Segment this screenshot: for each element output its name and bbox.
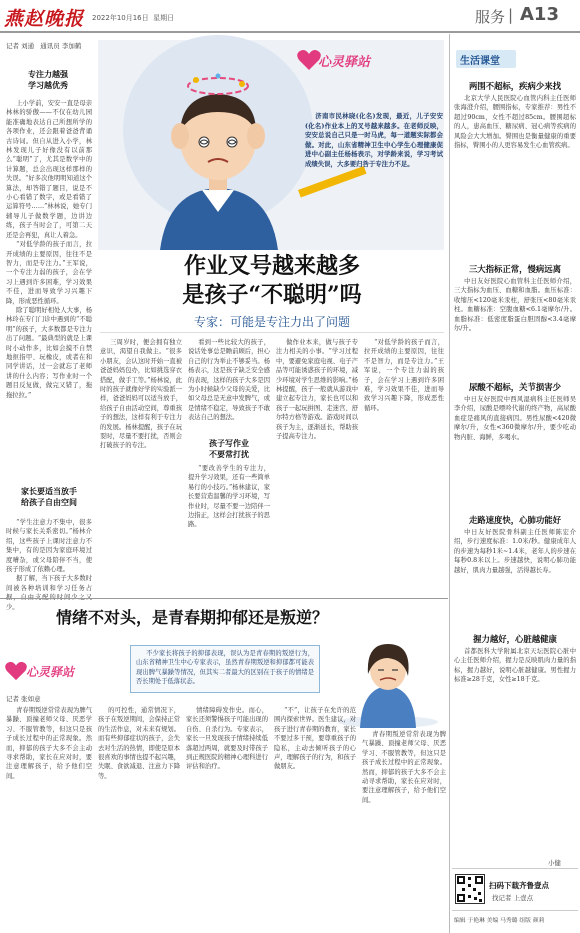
feature-column-4: 做作业本来，做与孩子专注力相关的小事。“学习过程中，要避免家庭电视、电子产品等可能诱惑孩子的环境，减少环境对学生思维的影响。”杨林提醒，孩子一般就从游戏中建立起专注力，家长也可以和孩子一起玩拼图、走迷宫、舒尔特方格等游戏。游戏时间以孩子为主，逐渐延长，帮助孩子提高专注力。 xyxy=(276,339,358,441)
qr-code-icon[interactable] xyxy=(455,874,485,904)
article1-left-column-2: “学生注意力不集中，很多时候与家长关系密切。”杨林介绍，这些孩子上课时注意力不集中，有的是因为家庭环境过度嘈杂，或父母陪伴不当，使孩子形成了依赖心理。 据了解，当下孩子大多数时间被各种培训和学习任务占 少。 xyxy=(6,519,92,611)
issue-date: 2022年10月16日 星期日 xyxy=(92,14,175,22)
column-logo: 心灵驿站 xyxy=(26,665,75,679)
article2-column-1: 青春期叛逆常常表现为脾气暴躁、顶撞老师父母、厌恶学习、不服管教等，但这只是孩子成长过程中的正常现象。然而，抑郁的孩子大多不会主动寻求帮助，家长在应对时，要注意理解孩子，给予他们空间。 xyxy=(6,707,92,780)
heart-icon xyxy=(4,660,28,682)
feature-column-3: 看到一些比较大的孩子，说话处事总是瞻前顾后，担心自己的行为举止不够妥当。杨杨表示，这是孩子缺乏安全感的表现，这样的孩子大多是因为小时候缺少父母的关爱，比如父母总是无意中发脾气，或是情绪不稳定，导致孩子不敢表达自己的想法。 xyxy=(188,339,270,422)
sidebar-item1-text: 北京大学人民医院心血管内科主任医师张海澄介绍，腰围指标，专家推荐：男性不超过90cm，女性不超过85cm。腰围超标的人，患高血压、糖尿病、冠心病等疾病的风险会大大增加。臀围也是衡量健康的重要指标，臀围小的人更容易发生心血管疾病。 xyxy=(454,95,576,150)
sidebar-item5-text: 首都医科大学附属北京天坛医院心脏中心主任医师介绍，握力是反映肌肉力量的指标，握力越好，说明心脏越健康。男性握力标准≥28千克，女性≥18千克。 xyxy=(454,648,576,684)
article2-column-2: 的可控性，通常情况下，孩子在叛逆期间，会保持正常的生活作息，对未来有规划。而有些抑郁症状的孩子，会失去对生活的热情，即使是原本很喜欢的事情也提不起兴趣，失眠、食欲减退、注意力下降等。 xyxy=(98,707,180,780)
subheading-homework: 孩子写作业 不要常打扰 xyxy=(209,439,249,459)
qr-sublabel: 找记者 上壹点 xyxy=(492,894,534,902)
qr-label: 扫码下载齐鲁壹点 xyxy=(489,881,549,890)
article2-credits: 记者 张如意 xyxy=(6,695,41,703)
sidebar-item3-text: 中日友好医院中西风湿病科主任医师吴李介绍，尿酸是嘌呤代谢的终产物，高尿酸血症是痛风的直接病因。男性尿酸<420微摩尔/升，女性<360微摩尔/升，要少吃动物内脏、海鲜，多喝水。 xyxy=(454,396,576,441)
newspaper-logo: 燕赵晚报 xyxy=(4,8,85,30)
sidebar-item3-title: 尿酸不超标，关节损害少 xyxy=(468,382,562,392)
subheading-parents: 家长要适当放手 给孩子自由空间 xyxy=(21,487,77,507)
subheading-focus: 专注力越强 学习越优秀 xyxy=(28,70,68,90)
sidebar-column-logo: 生活课堂 xyxy=(460,56,500,67)
article1-left-column: 上小学前，安安一直是母亲林林的骄傲——不仅在幼儿园能准确地表达自己所想所学的各项作业，还会跟着爸爸背诵古诗词。但自从进入小学，林林发现儿子好像没有以前那么“聪明”了，尤其是数学中的计算题，总会出现这样那样的失误。“好多次他明明知道这个算法，却答错了题目，说是不小心看错了数字，或是看错了运算符号……”林林说，她专门辅导儿子做数学题，边讲边练，孩子当时会了，可第二天还是会再犯，真让人着急。 “对低学龄的孩子而言，拉开成绩的主要原因，往往不是智力，而是专注力。”王军说，一个专注力弱的孩子，会在学习上遇到许多困难，学习效果不佳，进而导致学习兴趣下降，形成恶性循环。 除了聪明好相处人大事，杨林玲在专门门诊中遇到的“不聪明”的孩子，大多数都是专注力出了问题。“最典型的就是上课时小动作多，比如会摸不自禁地抠指甲、玩橡皮，或者在和同学讲话，过一会就忘了老师讲的什么内容；写作业时一个题目反复做，做完又错了，拖拖拉拉。” xyxy=(6,100,92,399)
feature-column-5: “对低学龄的孩子而言，拉开成绩的主要原因，往往不是智力，而是专注力。”王军说，一个专注力弱的孩子，会在学习上遇到许多困难，学习效果不佳，进而导致学习兴趣下降，形成恶性循环。 xyxy=(364,339,444,412)
sidebar-item4-text: 中日友好医院骨科副主任医师陈宏介绍，步行速度标准：1.0米/秒。健康成年人的步速为每秒1米~1.4米，老年人的步速在每秒0.8米以上。步速越快，说明心肺功能越好，肌肉力量越强，活得越长寿。 xyxy=(454,529,576,574)
column-logo-badge-2 xyxy=(4,660,94,686)
feature-column-2: 三周岁时，便会拥有独立意识，渴望自我做主。“很多小朋友，会认这时开始一直被爸爸妈妈包办，比如挑选穿衣搭配，做手工等。”杨林说，此时的孩子就像好学的实验派一样，爸爸妈妈可以适当放手，给孩子自由活动空间，尊重孩子的想法，这样有利于专注力的发展。杨林提醒，孩子在玩耍时，尽量不要打扰，否则会打破孩子的专注。 xyxy=(100,339,182,450)
article2-intro: 不少家长将孩子的抑郁表现，误认为是青春期的叛逆行为，山东省精神卫生中心专家表示，虽然青春期叛逆和抑郁都可能表现出脾气暴躁等情况，但其实二者最大的区别在于孩子的情绪是否长期处于低落状态。 xyxy=(130,645,320,693)
feature-intro: 济南市民林晓(化名)发现，最近，儿子安安(化名)作业本上的叉号越来越多。在老师反映，安安总说自己只是一时马虎，每一道题实际都会做。对此，山东省精神卫生中心学生心理健康促进中心副主任杨杨表示，对学龄来说，学习考试成绩失误，大多要归咎于专注力不足。 xyxy=(305,112,443,168)
section-name: 服务 xyxy=(475,8,506,26)
credits: 记者 刘通 通讯员 李加鹤 xyxy=(6,42,82,50)
article2-headline: 情绪不对头，是青春期抑郁还是叛逆？ xyxy=(56,608,329,627)
article2-column-3: 情绪障碍发作史。而心，家长还须警惕孩子可能出现的自伤、自杀行为。专家表示，家长一旦发现孩子情绪持续低落超过两周，就要及时带孩子到正规医院的精神心理科进行评估和治疗。 xyxy=(186,707,268,771)
feature-headline: 作业叉号越来越多 是孩子“不聪明”吗 xyxy=(182,253,362,308)
article2-column-4: “不”，让孩子在允许的范围内探索世界。医生建议，对孩子进行青春期的教育，家长不要过多干预，要尊重孩子的隐私，主动去倾听孩子的心声，理解孩子的行为，和孩子做朋友。 xyxy=(274,707,356,771)
sidebar-item4-title: 走路速度快，心肺功能好 xyxy=(468,515,562,525)
article2-column-5: 青春期叛逆常常表现为脾气暴躁、顶撞老师父母、厌恶学习、不服管教等，但这只是孩子成长过程中的正常现象。然而，抑郁的孩子大多不会主动寻求帮助，家长在应对时，要注意理解孩子，给予他们空间。 xyxy=(362,731,446,804)
sidebar-item1-title: 两围不超标，疾病少来找 xyxy=(468,81,562,91)
feature-subheadline: 专家：可能是专注力出了问题 xyxy=(193,315,350,329)
sidebar-item2-title: 三大指标正常，慢病远离 xyxy=(468,264,562,274)
feature-column-3b: “要改善学生的专注力，提升学习效果，还有一些简单易行的小技巧。”杨林建议，家长要营造温馨的学习环境，写作业时，尽量不要一边陪伴一边指正，这样会打扰孩子的思路。 xyxy=(188,465,270,529)
editor-credits: 编辑 于艳琳 美编 马秀璐 组版 颜莉 xyxy=(454,918,545,924)
column-logo-badge xyxy=(296,48,388,76)
sidebar-item5-title: 握力越好，心脏越健康 xyxy=(473,634,557,644)
page-number: A13 xyxy=(520,4,559,25)
sidebar-signature: 小健 xyxy=(548,859,561,867)
masthead: 燕赵晚报 2022年10月16日 星期日 服务 | A13 xyxy=(4,4,559,30)
sidebar-item2-text: 中日友好医院心血管科主任医师介绍，三大指标为血压、血糖和血脂。血压标准：收缩压<120毫米汞柱，舒张压<80毫米汞柱。血糖标准：空腹血糖<6.1毫摩尔/升。血脂标准：低密度脂蛋白胆固醇<3.4毫摩尔/升。 xyxy=(454,278,576,333)
column-logo: 心灵驿站 xyxy=(318,55,371,70)
